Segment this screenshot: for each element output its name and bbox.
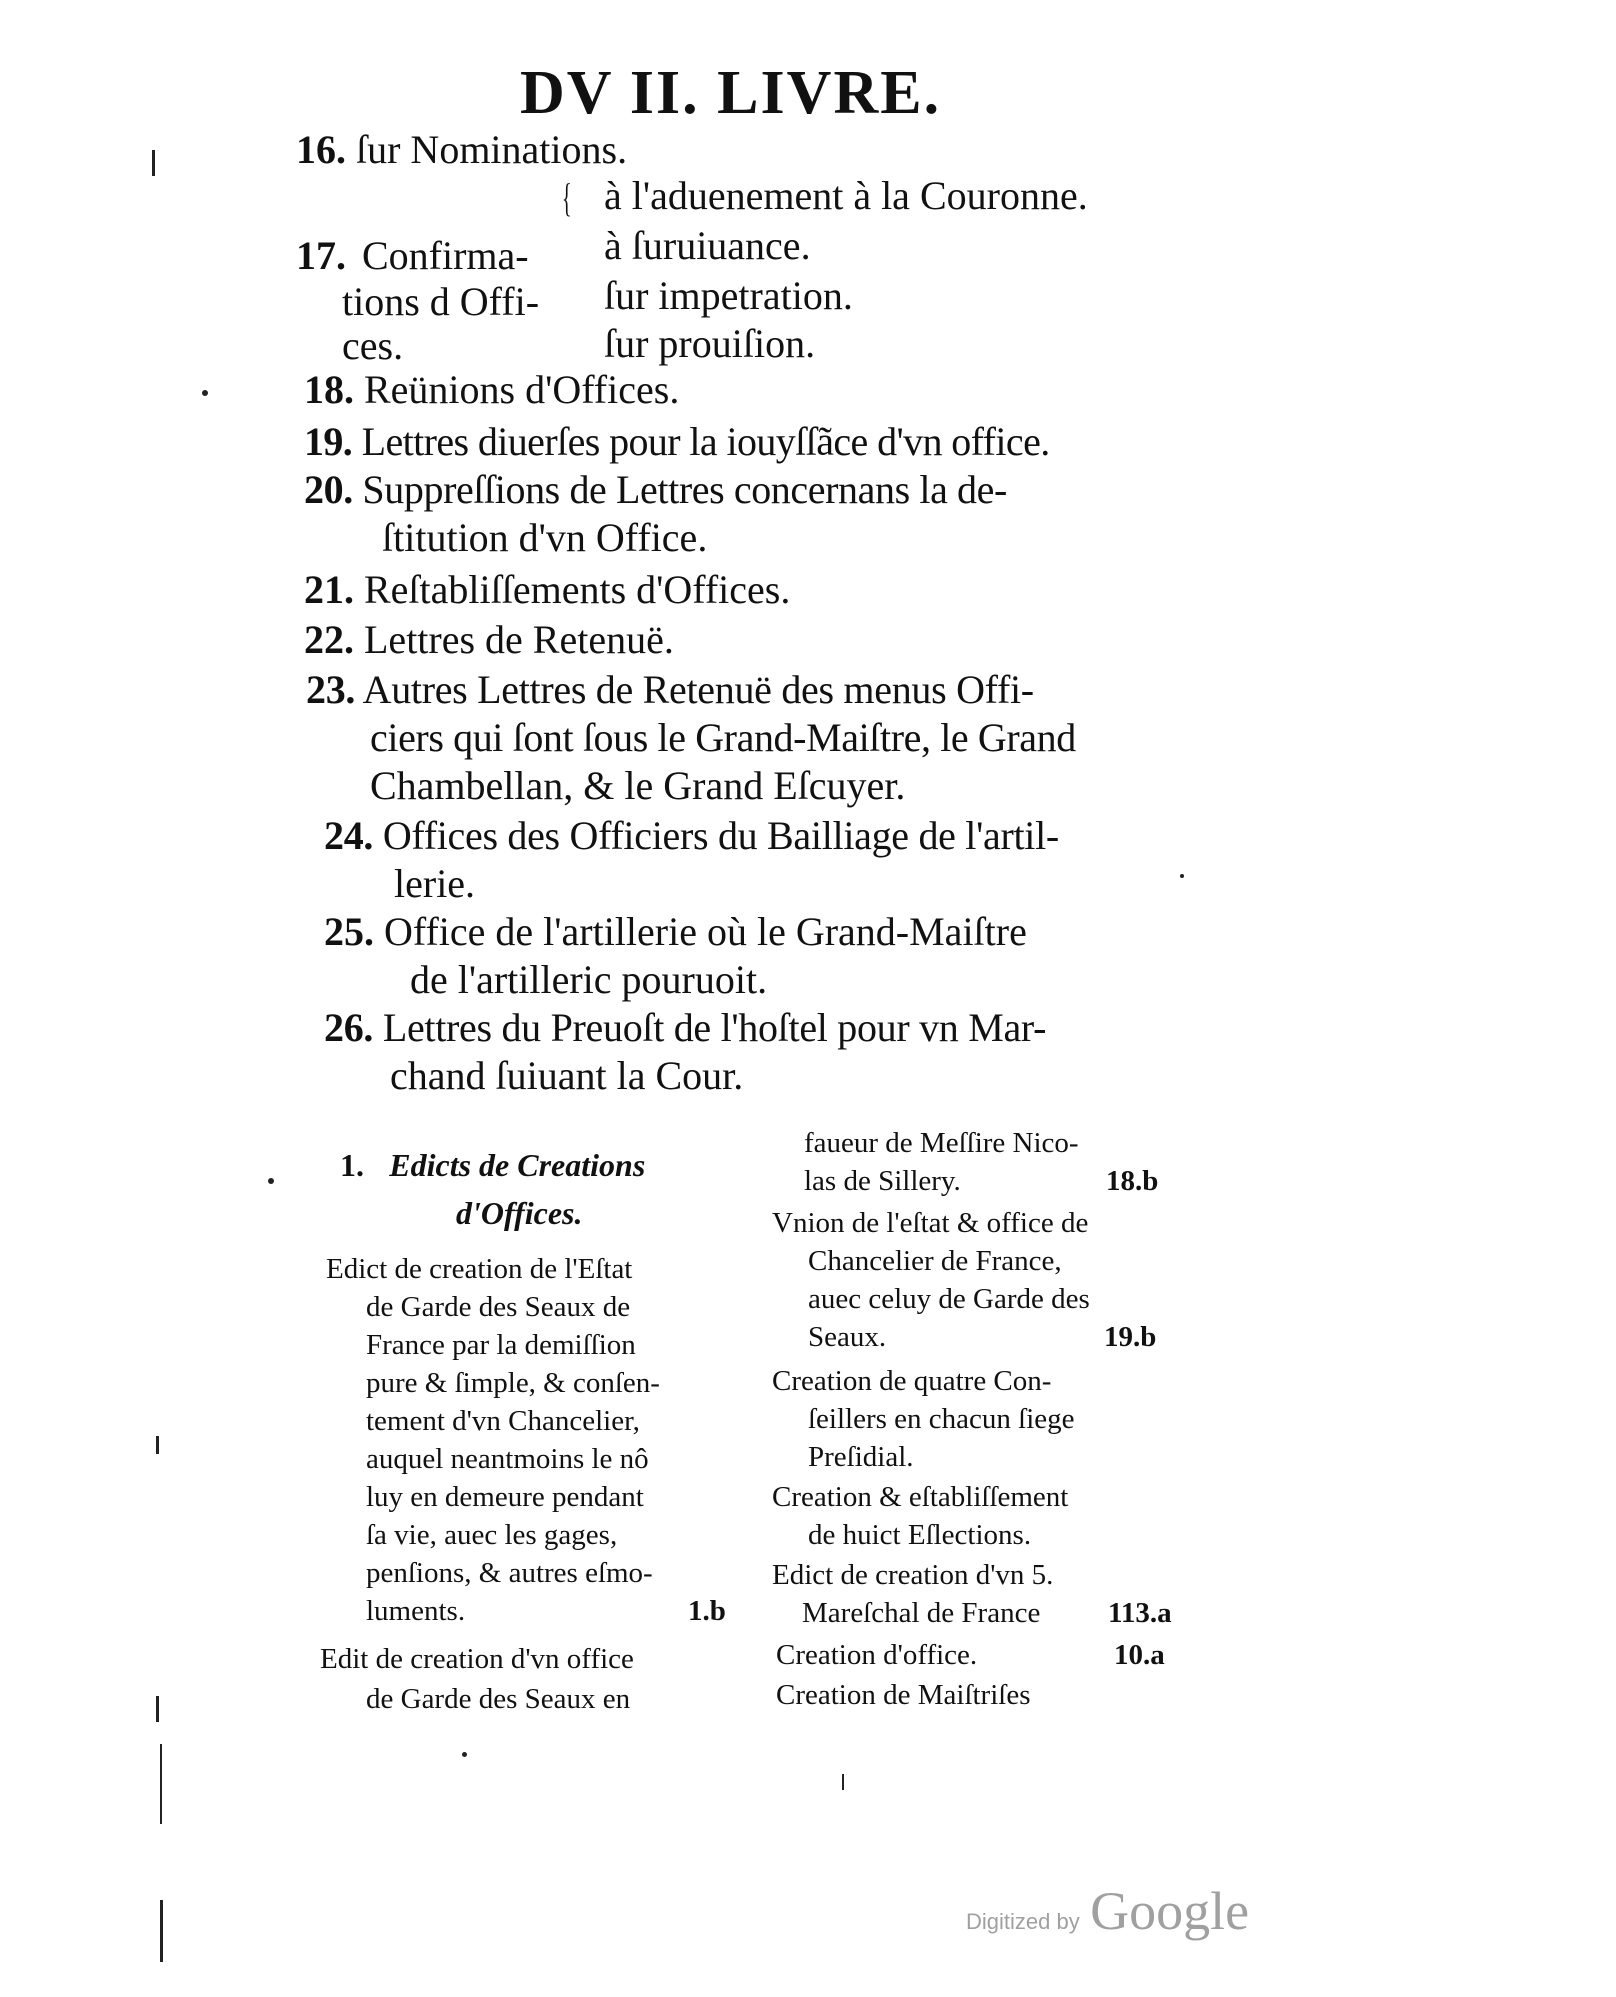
page-reference: 10.a [1114,1639,1165,1671]
toc-number: 20. [304,467,353,512]
scan-mark [152,150,155,176]
toc-item-18 [304,368,679,412]
scan-mark [160,1744,162,1824]
toc-text-line2: ſtitution d'vn Office. [382,515,708,560]
section-title-line1: Edicts de Creations [389,1147,646,1183]
scan-mark [462,1752,467,1757]
index-entry-line: auec celuy de Garde des [808,1283,1090,1315]
toc-text: Reſtabliſſements d'Offices. [364,567,791,612]
toc-item-22 [304,618,674,662]
toc-option: à l'aduenement à la Couronne. [604,173,1088,218]
index-entry-line: de Garde des Seaux de [366,1291,631,1323]
toc-text-line1: Suppreſſions de Lettres concernans la de- [362,467,1007,512]
scan-mark [1180,874,1184,878]
index-entry-line: luments. [366,1595,466,1627]
page-reference: 1.b [688,1595,726,1627]
toc-text-line2: de l'artilleric pouruoit. [410,957,768,1002]
scan-mark [156,1696,159,1722]
index-entry-line: ſa vie, auec les gages, [366,1519,618,1551]
toc-item-21 [304,568,790,612]
index-entry-line: Seaux. [808,1321,887,1353]
index-entry-line: Chancelier de France, [808,1245,1062,1277]
index-entry-line: Creation de Maiſtriſes [776,1679,1031,1711]
toc-number: 24. [324,813,374,858]
index-entry-line: ſeillers en chacun ſiege [808,1403,1075,1435]
toc-text: Reünions d'Offices. [364,367,680,412]
index-entry-line: Creation d'office. [776,1639,978,1671]
scan-mark [160,1900,163,1962]
toc-text-line2: tions d Offi- [342,279,540,324]
toc-text: Lettres de Retenuë. [364,617,674,662]
google-watermark [966,1880,1249,1942]
index-entry-line: Creation de quatre Con- [772,1365,1052,1397]
section-number: 1. [340,1147,364,1183]
index-entry-line: Mareſchal de France [802,1597,1041,1629]
toc-number: 23. [306,667,356,712]
index-entry-line: faueur de Meſſire Nico- [804,1127,1079,1159]
toc-option: ſur impetration. [604,273,853,318]
index-entry-line: pure & ſimple, & conſen- [366,1367,660,1399]
toc-number: 16. [296,127,346,172]
google-logo: Google [1090,1881,1250,1941]
index-entry-line: Creation & eſtabliſſement [772,1481,1069,1513]
toc-number: 18. [304,367,354,412]
index-entry-line: Edit de creation d'vn office [320,1643,634,1675]
scan-mark [842,1774,844,1790]
index-entry-line: Vnion de l'eſtat & office de [772,1207,1089,1239]
index-entry-line: France par la demiſſion [366,1329,636,1361]
toc-number: 26. [324,1005,374,1050]
toc-option: ſur prouiſion. [604,321,816,366]
toc-number: 22. [304,617,354,662]
toc-text-line2: chand ſuiuant la Cour. [390,1053,744,1098]
toc-text-line1: Confirma- [362,233,529,278]
scan-mark [156,1436,159,1454]
toc-text-line2: ciers qui ſont ſous le Grand-Maiſtre, le Grand [370,715,1076,760]
index-entry-line: las de Sillery. [804,1165,961,1197]
toc-number: 17. [296,233,346,278]
toc-text: ſur Nominations. [356,127,628,172]
page-reference: 19.b [1104,1321,1157,1353]
index-entry-line: Preſidial. [808,1441,914,1473]
index-entry-line: luy en demeure pendant [366,1481,644,1513]
index-entry-line: tement d'vn Chancelier, [366,1405,640,1437]
index-entry-line: auquel neantmoins le nô [366,1443,649,1475]
section-title-line2: d'Offices. [456,1195,583,1231]
index-entry-line: Edict de creation d'vn 5. [772,1559,1054,1591]
index-entry-line: Edict de creation de l'Eſtat [326,1253,633,1285]
toc-text-line1: Autres Lettres de Retenuë des menus Offi- [362,667,1034,712]
watermark-prefix: Digitized by [966,1909,1080,1934]
toc-text-line1: Office de l'artillerie où le Grand-Maiſtre [384,909,1027,954]
toc-item-16 [296,128,627,172]
curly-brace-icon: { [562,175,572,220]
page-reference: 113.a [1108,1597,1172,1629]
index-entry-line: de huict Eſlections. [808,1519,1032,1551]
toc-item-19 [304,420,1050,464]
scan-mark [268,1178,274,1184]
toc-text: Lettres diuerſes pour la iouyſſãce d'vn office. [361,419,1050,464]
index-entry-line: de Garde des Seaux en [366,1683,631,1715]
toc-option: à ſuruiuance. [604,223,811,268]
index-entry-line: penſions, & autres eſmo- [366,1557,653,1589]
toc-text-line1: Lettres du Preuoſt de l'hoſtel pour vn Mar- [382,1005,1047,1050]
section-heading [340,1146,645,1186]
page-header: DV II. LIVRE. [520,59,942,127]
toc-number: 21. [304,567,354,612]
toc-text-line1: Offices des Officiers du Bailliage de l'artil- [382,813,1059,858]
page-reference: 18.b [1106,1165,1159,1197]
toc-text-line2: lerie. [394,861,476,906]
toc-text-line3: Chambellan, & le Grand Eſcuyer. [370,763,906,808]
scan-mark [202,390,208,396]
toc-text-line3: ces. [342,323,404,368]
toc-number: 19. [304,419,353,464]
toc-number: 25. [324,909,374,954]
